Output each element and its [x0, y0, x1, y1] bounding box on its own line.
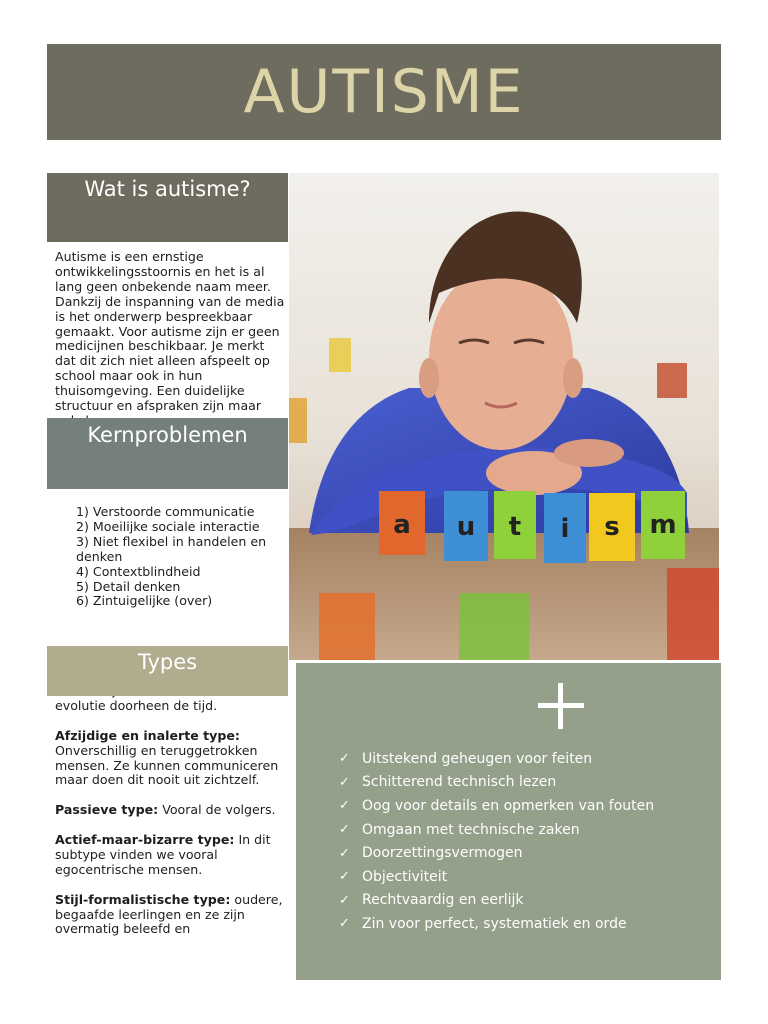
list-item: ✓ Doorzettingsvermogen [339, 845, 523, 862]
check-icon: ✓ [339, 845, 350, 861]
type-description: Vooral de volgers. [158, 802, 276, 818]
list-item: ✓ Uitstekend geheugen voor feiten [339, 750, 593, 767]
list-item: ✓ Omgaan met technische zaken [339, 821, 580, 838]
list-item: 5) Detail denken [76, 578, 181, 594]
type-label: Passieve type: [55, 802, 159, 818]
page-title: AUTISME [243, 57, 525, 127]
block-letter: t [508, 512, 522, 542]
block-letter: m [649, 510, 677, 540]
title-banner [47, 44, 721, 140]
check-icon: ✓ [339, 751, 350, 767]
type-label: Stijl-formalistische type: [55, 891, 231, 907]
check-icon: ✓ [339, 892, 350, 908]
boy-with-letter-blocks-photo [289, 173, 719, 660]
type-description: In dit subtype vinden we vooral egocentrische mensen. [55, 832, 271, 877]
check-icon: ✓ [339, 774, 350, 790]
list-item: 4) Contextblindheid [76, 563, 201, 579]
list-item: 1) Verstoorde communicatie [76, 504, 255, 519]
type-label: Actief-maar-bizarre type: [55, 832, 235, 848]
list-item: ✓ Objectiviteit [339, 868, 448, 885]
type-entry [55, 729, 283, 789]
check-icon: ✓ [339, 798, 350, 814]
types-heading-label: Types [137, 650, 198, 674]
strengths-panel [296, 663, 721, 980]
type-entry [55, 803, 283, 818]
check-icon: ✓ [339, 869, 350, 885]
type-description: oudere, begaafde leerlingen en ze zijn overmatig beleefd en [55, 891, 283, 937]
check-icon: ✓ [339, 822, 350, 838]
list-item: 6) Zintuigelijke (over) [76, 593, 213, 609]
type-entry [55, 893, 283, 938]
type-description: Onverschillig en teruggetrokken mensen. Ze kunnen communiceren maar doen dit nooit uit zichtzelf. [55, 742, 279, 788]
types-heading [47, 646, 288, 696]
list-item: ✓ Zin voor perfect, systematiek en orde [339, 915, 627, 932]
what-heading-label: Wat is autisme? [84, 177, 251, 201]
type-entry [55, 833, 283, 878]
types-text [55, 684, 283, 974]
list-item: 2) Moeilijke sociale interactie [76, 518, 260, 534]
block-letter: u [456, 512, 476, 542]
core-heading-label: Kernproblemen [87, 423, 248, 447]
plus-icon [538, 683, 584, 729]
strengths-list [339, 747, 654, 936]
list-item: 3) Niet flexibel in handelen en denken [76, 533, 267, 564]
check-icon: ✓ [339, 916, 350, 932]
block-letter: i [560, 514, 570, 544]
what-is-autism-text: Autisme is een ernstige ontwikkelingsstoornis en het is al lang geen onbekende naam meer. Dankzij de inspanning van de media is het onderwerp bespreekbaar gemaakt. Voor autisme zijn er geen medicijnen beschikbaar. Je merkt dat dit zich niet alleen afspeelt op school maar ook in hun thuisomgeving. Een duidelijke structuur en afspraken zijn maar [55, 250, 285, 414]
types-intro: evolutie doorheen de tijd. [55, 697, 218, 713]
list-item: ✓ Schitterend technisch lezen [339, 774, 557, 791]
core-problems-list [76, 505, 276, 609]
block-letter: s [604, 512, 620, 542]
block-letter: a [393, 510, 411, 540]
what-is-autism-heading [47, 173, 288, 242]
core-problems-heading [47, 418, 288, 489]
type-label: Afzijdige en inalerte type: [55, 727, 240, 743]
list-item: ✓ Rechtvaardig en eerlijk [339, 892, 524, 909]
list-item: ✓ Oog voor details en opmerken van fouten [339, 797, 655, 814]
